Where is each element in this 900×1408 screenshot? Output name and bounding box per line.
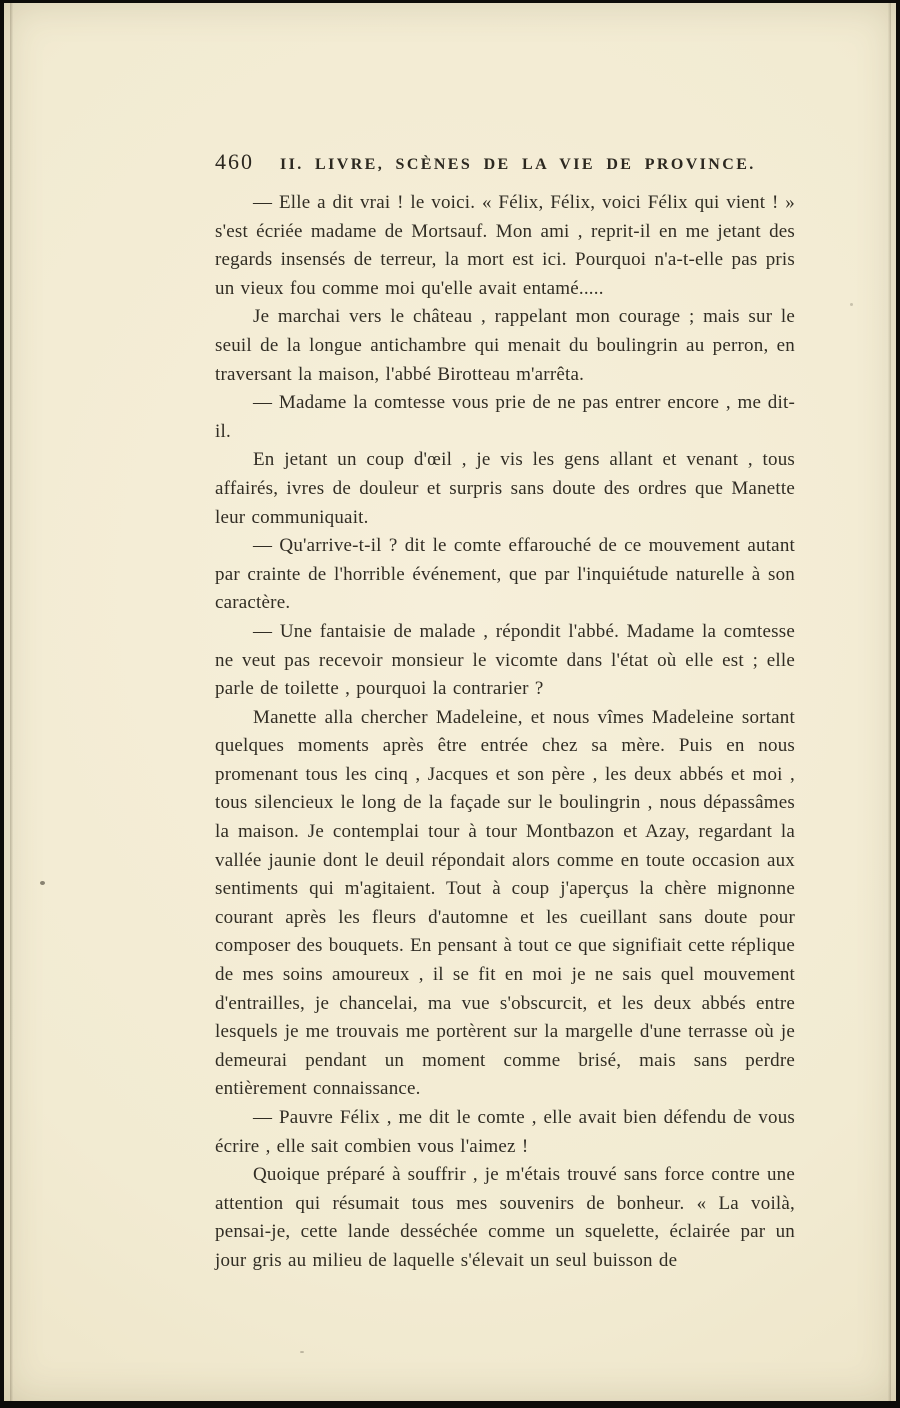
paragraph: — Une fantaisie de malade , répondit l'abbé. Madame la comtesse ne veut pas recevoir monsieur le vicomte dans l'état où elle est ; elle parle de toilette , pourquoi la contrarier ? xyxy=(215,620,795,700)
page-content xyxy=(215,149,795,1276)
body-text xyxy=(215,189,795,1276)
ink-speck xyxy=(300,1351,304,1353)
paragraph: Je marchai vers le château , rappelant mon courage ; mais sur le seuil de la longue antichambre qui menait du boulingrin au perron, en traversant la maison, l'abbé Birotteau m'arrêta. xyxy=(215,306,795,385)
page-number: 460 xyxy=(215,149,254,174)
paragraph: Quoique préparé à souffrir , je m'étais trouvé sans force contre une attention qui résumait tous mes souvenirs de bonheur. « La voilà, pensai-je, cette lande desséchée comme un squelette, éclairée par un jour gris au milieu de laquelle s'élevait un seul buisson de xyxy=(215,1164,795,1271)
paragraph: — Madame la comtesse vous prie de ne pas entrer encore , me dit-il. xyxy=(215,392,795,442)
ink-speck xyxy=(40,881,45,885)
paper-crease-left xyxy=(10,3,13,1401)
paper-sheet xyxy=(4,3,896,1401)
paper-crease-right xyxy=(888,3,891,1401)
paragraph: — Pauvre Félix , me dit le comte , elle avait bien défendu de vous écrire , elle sait combien vous l'aimez ! xyxy=(215,1107,795,1157)
paragraph: — Elle a dit vrai ! le voici. « Félix, Félix, voici Félix qui vient ! » s'est écriée madame de Mortsauf. Mon ami , reprit-il en me jetant des regards insensés de terreur, la mort est ici. Pourquoi n'a-t-elle pas pris un vieux fou comme moi qu'elle avait entamé..... xyxy=(215,192,795,299)
ink-speck xyxy=(850,303,853,306)
paragraph: En jetant un coup d'œil , je vis les gens allant et venant , tous affairés, ivres de douleur et surpris sans doute des ordres que Manette leur communiquait. xyxy=(215,449,795,528)
running-head xyxy=(215,149,795,175)
paragraph: Manette alla chercher Madeleine, et nous vîmes Madeleine sortant quelques moments après être entrée chez sa mère. Puis en nous promenant tous les cinq , Jacques et son père , les deux abbés et moi , tous silencieux le long de la façade sur le boulingrin , nous dépassâmes la maison. Je contemplai tour à tour Montbazon et Azay, regardant la vallée jaunie dont le deuil répondait alors comme en toute occasion aux sentiments qui m'agitaient. Tout à coup j'aperçus la chère mignonne courant après les fleurs d'automne et les cueillant sans doute pour composer des bouquets. En pensant à tout ce que signifiait cette réplique de mes soins amoureux , il se fit en moi je ne sais quel mouvement d'entrailles, je chancelai, ma vue s'obscurcit, et les deux abbés entre lesquels je me trouvais me portèrent sur la margelle d'une terrasse où je demeurai pendant un moment comme brisé, mais sans perdre entièrement connaissance. xyxy=(215,706,795,1100)
paragraph: — Qu'arrive-t-il ? dit le comte effarouché de ce mouvement autant par crainte de l'horrible événement, que par l'inquiétude naturelle à son caractère. xyxy=(215,535,795,614)
running-title: II. LIVRE, SCÈNES DE LA VIE DE PROVINCE. xyxy=(280,156,756,173)
